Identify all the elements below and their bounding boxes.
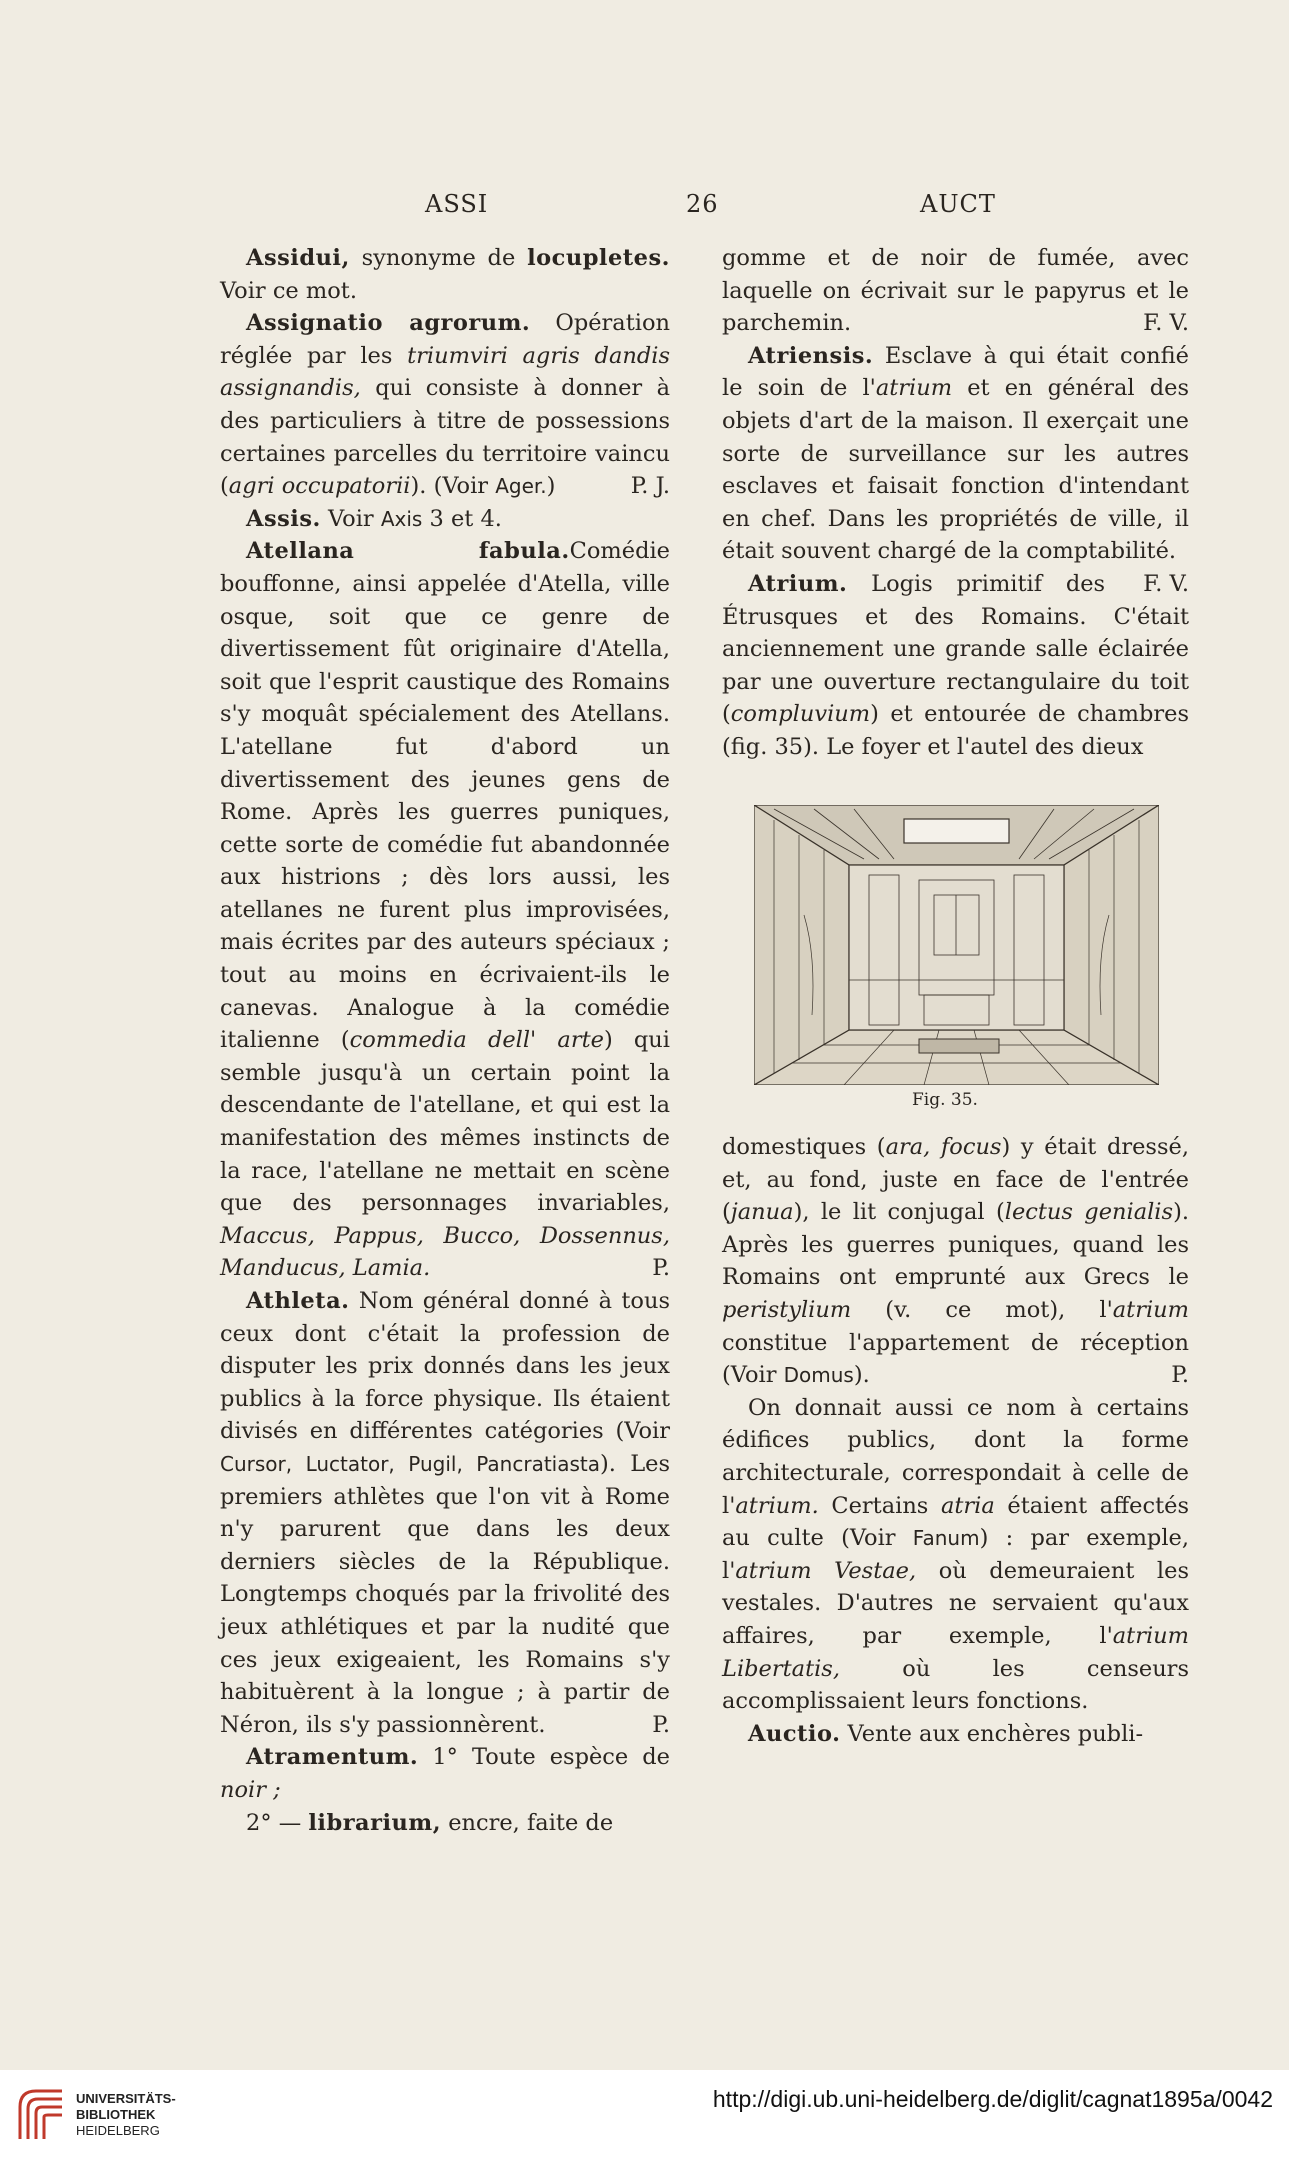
author-signature: F. V. [1143, 570, 1189, 597]
entry-atrium-continued: domestiques (ara, focus) y était dressé, et, au fond, juste en face de l'entrée (janua), le lit conjugal (lectus genialis). Après les guerres puniques, quand les Romains ont emprunté aux Grecs le peristylium (v. ce mot), l'atrium constitue l'appartement de réception (Voir Domus). P. [722, 1131, 1189, 1392]
headword: Atramentum. [246, 1744, 419, 1771]
headword: Atrium. [748, 570, 848, 597]
headword: Auctio. [748, 1720, 841, 1747]
entry-atriensis: Atriensis. Esclave à qui était confié le soin de l'atrium et en général des objets d'art de la maison. Il exerçait une sorte de surveillance sur les autres esclaves et faisait fonction d'intendant en chef. Dans les propriétés de ville, il était souvent chargé de la comptabilité. F. V. [722, 340, 1189, 568]
ub-heidelberg-logo-icon [14, 2085, 68, 2147]
headword: librarium, [308, 1809, 442, 1836]
cross-reference: Fanum [912, 1526, 980, 1551]
entry-atramentum-continued: gomme et de noir de fumée, avec laquelle on écrivait sur le papyrus et le parchemin. F. V. [722, 242, 1189, 340]
entry-atrium: Atrium. Logis primitif des Étrusques et des Romains. C'était anciennement une grande salle éclairée par une ouverture rectangulaire du toit (compluvium) et entourée de chambres (fig. 35). Le foyer et l'autel des dieux [722, 570, 1189, 760]
cross-reference: Ager. [495, 474, 547, 499]
cross-reference: locupletes. [527, 245, 670, 271]
running-head-left: ASSI [425, 190, 489, 218]
author-signature: P. [652, 1255, 670, 1282]
entry-assignatio: Assignatio agrorum. Opération réglée par les triumviri agris dandis assignandis, qui consiste à donner à des particuliers à titre de possessions certaines parcelles du territoire vaincu (agri occupatorii). (Voir Ager.) P. J. [220, 307, 670, 503]
source-url-link[interactable]: http://digi.ub.uni-heidelberg.de/diglit/cagnat1895a/0042 [712, 2086, 1273, 2112]
figure-caption: Fig. 35. [912, 1090, 978, 1110]
entry-librarium: 2° — librarium, encre, faite de [246, 1809, 614, 1836]
headword: Assis. [246, 505, 321, 532]
entry-assis: Assis. Voir Axis 3 et 4. [246, 505, 502, 532]
headword: Atriensis. [748, 342, 874, 369]
left-column [220, 242, 670, 1839]
entry-atramentum: Atramentum. 1° Toute espèce de noir ; [220, 1744, 670, 1803]
author-signature: P. J. [630, 473, 670, 500]
page-number: 26 [686, 190, 719, 218]
entry-atellana: Atellana fabula.Comédie bouffonne, ainsi appelée d'Atella, ville osque, soit que ce genre de divertissement fût originaire d'Atella, soit que l'esprit caustique des Romains s'y moquât spécialement des Atellans. L'atellane fut d'abord un divertissement des jeunes gens de Rome. Après les guerres puniques, cette sorte de comédie fut abandonnée aux histrions ; dès lors aussi, les atellanes ne furent plus improvisées, mais écrites par des auteurs spéciaux ; tout au moins en écrivaient-ils le canevas. Analogue à la comédie italienne (commedia dell' arte) qui semble jusqu'à un certain point la descendante de l'atellane, et qui est la manifestation des mêmes instincts de la race, l'atellane ne mettait en scène que des personnages invariables, Maccus, Pappus, Bucco, Dossennus, Manducus, Lamia. P. [220, 535, 670, 1285]
entry-auctio: Auctio. Vente aux enchères publi- [748, 1720, 1144, 1747]
entry-atrium-paragraph-2: On donnait aussi ce nom à certains édifices publics, dont la forme architecturale, correspondait à celle de l'atrium. Certains atria étaient affectés au culte (Voir Fanum) : par exemple, l'atrium Vestae, où demeuraient les vestales. D'autres ne servaient qu'aux affaires, par exemple, l'atrium Libertatis, où les censeurs accomplissaient leurs fonctions. [722, 1394, 1190, 1715]
running-head [0, 190, 1289, 226]
headword: Athleta. [246, 1288, 350, 1314]
atrium-engraving [754, 805, 1159, 1085]
entry-assidui: Assidui, synonyme de locupletes. Voir ce mot. [220, 245, 670, 304]
headword: Assignatio agrorum. [246, 310, 531, 337]
headword: Atellana fabula. [246, 538, 570, 565]
cross-reference: Axis [380, 506, 423, 531]
author-signature: F. V. [1143, 310, 1189, 337]
headword: Assidui, [246, 245, 350, 271]
running-head-right: AUCT [920, 190, 996, 218]
entry-athleta: Athleta. Nom général donné à tous ceux dont c'était la profession de disputer les prix donnés dans les jeux publics à la force physique. Ils étaient divisés en différentes catégories (Voir Cursor, Luctator, Pugil, Pancratiasta). Les premiers athlètes que l'on vit à Rome n'y parurent que dans les deux derniers siècles de la République. Longtemps choqués par la frivolité des jeux athlétiques et par la nudité que ces jeux exigeaient, les Romains s'y habituèrent à la longue ; à partir de Néron, ils s'y passionnèrent. P. [220, 1285, 670, 1741]
right-column-top [722, 242, 1189, 764]
library-name: UNIVERSITÄTS- BIBLIOTHEK HEIDELBERG [76, 2091, 176, 2138]
cross-reference: Domus [783, 1363, 854, 1388]
author-signature: P. [652, 1711, 670, 1738]
atrium-illustration [754, 805, 1159, 1085]
digitization-footer [0, 2070, 1289, 2163]
right-column-bottom [722, 1131, 1189, 1750]
author-signature: P. [1171, 1362, 1189, 1389]
cross-reference: Cursor, Luctator, Pugil, Pancratiasta [220, 1451, 600, 1476]
